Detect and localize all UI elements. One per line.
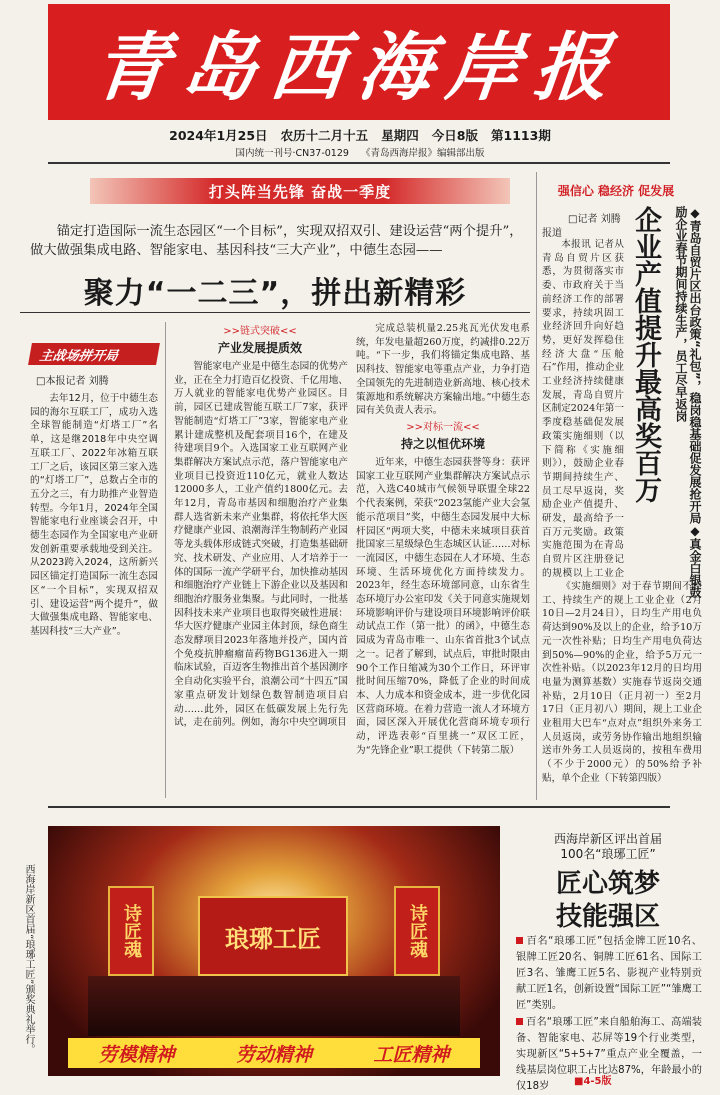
sidebar-report: 报道 — [542, 228, 562, 239]
lead-banner: 打头阵当先锋 奋战一季度 — [90, 178, 510, 204]
feature-body: 百名“琅琊工匠”包括金牌工匠10名、银牌工匠20名、铜牌工匠61名、国际工匠3名、雏鹰工匠5名、影视产业特别贡献工匠1名，创新设置“国际工匠”“雏鹰工匠”类别。 百名“琅琊工匠”来自船舶海工、高端装备、智能家电、芯屏等19个行业类型，实现新区“5+5+7”重点产业全覆盖，一线基层岗位职工占比达87%，年龄最小的仅18岁 — [516, 936, 702, 1092]
masthead-rule — [48, 162, 670, 164]
lead-column-2: 智能家电产业是中德生态园的优势产业，正在全力打造百亿投资、千亿用地、万人就业的智能家电优势产业园区。目前，园区已建成智能互联工厂7家，获评智能制造“灯塔工厂”3家，智能家电产业累计建成整机及配套项目16个，在建及待建项目9个。入选国家工业互联网产业集群解决方案试点示范，落户智能家电产业项目已投资近110亿元，就业人数达12000多人，工业产值约1800亿元。去年12月，青岛市基因和细胞治疗产业集群人选省新未来产业集群，将依托华大医疗健康产业园、浪潮海洋生物制药产业园等龙头载体形成链式突破，打造集基础研究、技术研发、产业应用、人才培养于一体的国际一流产学研平台，加快推动基因和细胞治疗产业链上下游企业以及基因和细胞治疗服务业集聚。与此同时，一批基因科技未来产业项目也取得突破性进展：华大医疗健康产业园主体封顶，绿色商生态发酵项目2023年落地并投产，国内首个免疫抗肿瘤瘤苗药物BG136进入一期临床试验，百迈客生物推出首个基因测序全自动化实验平台，浪潮公司“十四五”国家重点研发计划绿色数智制造项目启动……此外，园区在低碳发展上先行先试，走在前列。例如，海尔中央空调项目 — [174, 361, 348, 729]
publication-info: 国内统一刊号·CN37-0129 《青岛西海岸报》编辑部出版 — [235, 148, 485, 159]
award-ceremony-photo — [48, 826, 500, 1076]
lead-deck: 锚定打造国际一流生态园区“一个目标”，实现双招双引、建设运营“两个提升”，做大做强集成电路、智能家电、基因科技“三大产业”，中德生态园—— — [30, 224, 523, 258]
stage — [88, 976, 460, 1036]
dateline: 2024年1月25日 农历十二月十五 星期四 今日8版 第1113期 — [169, 128, 551, 143]
masthead — [48, 4, 670, 120]
sidebar-subhead: ◆青岛自贸片区出台政策“礼包”，稳岗稳基础促发展抢开局◆真金白银鼓励企业春节期间持续生产，员工尽早返岗 — [674, 206, 702, 598]
bullet-icon — [516, 1018, 523, 1025]
page-reference[interactable]: ■4-5版 — [574, 1076, 612, 1087]
subhead-chain: >>链式突破<< 产业发展提质效 — [217, 326, 302, 355]
feature-title: 匠心筑梦 技能强区 — [555, 869, 660, 932]
left-banner: 诗匠魂 — [108, 886, 154, 976]
sidebar-body-1: 本报讯 记者从青岛自贸片区获悉，为贯彻落实市委、市政府关于当前经济工作的部署要求，持续巩固工业经济回升向好趋势，更好发挥稳住经济大盘“压舱石”作用，推动企业工业经济持续健康发展，青岛自贸片区制定2024年第一季度稳基础促发展政策实施细则（以下简称《实施细则》），鼓励企业春节期间持续生产、员工尽早返岗，奖励企业产值提升、研发，最高给予一百万元奖励。政策实施范围为在青岛自贸片区注册登记的规模以上工业企 — [542, 239, 624, 578]
lead-column-3b: 近年来，中德生态园获誉等身：获评国家工业互联网产业集群解决方案试点示范，入选C40城市气候领导联盟全球22个代表案例，荣获“2023氢能产业大会氢能示范项目”奖，中德生态园发展中大标杆园区“两项大奖，中德未来城项目获首批国家三星级绿色生态城区认证……对标一流园区，中德生态园在人才环境、生态环境、生活环境优化方面持续发力。2023年，经生态环境部同意，山东省生态环境厅办公室印发《关于同意实施规划环境影响评价与建设项目环境影响评价联动试点工作（第一批）的函》，中德生态园成为青岛市唯一、山东省首批3个试点之一。记者了解到，试点后，审批时限由90个工作日缩减为30个工作日，环评审批时间压缩70%，降低了企业的时间成本、人力成本和资金成本，进一步优化园区营商环境。在着力营造一流人才环境方面，园区深入开展优化营商环境专项行动，评选表彰“百里挑一”双区工匠，为“先锋企业”职工提供（下转第二版） — [356, 457, 530, 756]
sidebar-divider — [536, 172, 537, 800]
lead-column-3a: 完成总装机量2.25兆瓦光伏发电系统，年发电量超260万度，约减排0.22万吨。“下一步，我们将锚定集成电路、基因科技、智能家电等重点产业，力争打造全国领先的先进制造业新高地、核心技术策源地和系统解决方案输出地。”中德生态园有关负责人表示。 — [356, 323, 530, 417]
column-divider — [165, 322, 166, 798]
sidebar-byline: □记者 刘腾 — [568, 214, 621, 225]
sidebar-body-2: 《实施细则》对于春节期间不停工、持续生产的规上工业企业（2月10日—2月24日），日均生产用电负荷达到90%及以上的企业，给予10万元一次性补贴；日均生产用电负荷达到50%—90%的企业，给予5万元一次性补贴。（以2023年12月的日均用电量为测算基数）实施春节返岗交通补贴，2月10日（正月初一）至2月17日（正月初八）期间，规上工业企业租用大巴车“点对点”组织外来务工人员返岗，或劳务协作输出地组织输送市外务工人员返岗的，按租车费用（不少于2000元）的50%给予补贴，单个企业（下转第四版） — [542, 581, 702, 784]
section-rule — [48, 806, 670, 808]
bullet-icon — [516, 937, 523, 944]
lead-column-1: 去年12月，位于中德生态园的海尔互联工厂，成功入选全球智能制造“灯塔工厂”名单，这是继2018年中央空调互联工厂、2022年冰箱互联工厂之后，该园区第三家入选的“灯塔工厂”，总数占全市的五分之三，有力助推产业智造转型。今年1月，2024年全国智能家电行业座谈会召开，中德生态园作为全国家电产业研发创新重要承载地受到关注。从2023跨入2024，这所新兴园区锚定打造国际一流生态园区“一个目标”，实现双招双引、建设运营“两个提升”，做大做强集成电路、智能家电、基因科技“三大产业”。 — [30, 393, 158, 637]
headline-rule — [20, 312, 530, 313]
section-badge: 主战场拼开局 — [28, 343, 160, 365]
photo-caption: 西海岸新区首届“琅琊工匠”颁奖典礼举行。 — [23, 864, 34, 1055]
lead-byline: □本报记者 刘腾 — [36, 376, 109, 387]
subhead-benchmark: >>对标一流<< 持之以恒优环境 — [400, 422, 485, 451]
sidebar-headline: 企业产值提升最高奖百万 — [630, 206, 661, 503]
sidebar-tag: 强信心 稳经济 促发展 — [557, 184, 675, 198]
motto-banner: 劳模精神 劳动精神 工匠精神 — [68, 1038, 480, 1068]
stage-screen: 琅琊工匠 — [198, 896, 348, 976]
newspaper-title: 青岛西海岸报 — [89, 25, 627, 111]
right-banner: 诗匠魂 — [394, 886, 440, 976]
feature-kicker: 西海岸新区评出首届 100名“琅琊工匠” — [553, 832, 662, 861]
lead-headline: 聚力“一二三”，拼出新精彩 — [83, 276, 467, 311]
